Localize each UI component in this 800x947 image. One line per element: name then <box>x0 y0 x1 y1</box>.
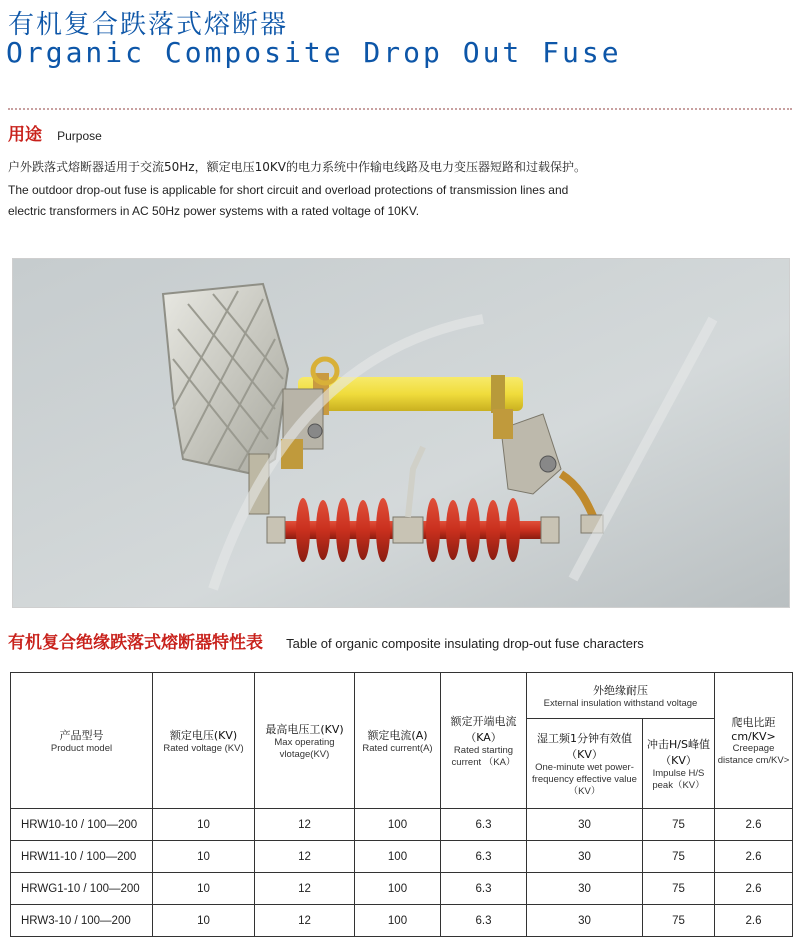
cell-rated-current: 100 <box>355 809 441 841</box>
purpose-heading <box>8 120 102 145</box>
header-rated-current: 额定电流(A) Rated current(A) <box>355 673 441 809</box>
table-heading <box>8 628 644 653</box>
header-insulation: 外绝缘耐压 External insulation withstand voltage <box>527 673 715 719</box>
cell-max-voltage: 12 <box>255 905 355 937</box>
cell-model: HRW11-10 / 100—200 <box>11 841 153 873</box>
cell-model: HRW3-10 / 100—200 <box>11 905 153 937</box>
header-rated-voltage: 额定电压(KV) Rated voltage (KV) <box>153 673 255 809</box>
cell-model: HRW10-10 / 100—200 <box>11 809 153 841</box>
cell-impulse: 75 <box>643 841 715 873</box>
cell-rated-current: 100 <box>355 841 441 873</box>
table-row <box>11 809 793 841</box>
product-photo <box>12 258 790 608</box>
cell-rated-voltage: 10 <box>153 841 255 873</box>
cell-rated-voltage: 10 <box>153 873 255 905</box>
spec-table <box>10 672 793 937</box>
cell-impulse: 75 <box>643 809 715 841</box>
cell-max-voltage: 12 <box>255 873 355 905</box>
header-max-voltage: 最高电压工(KV) Max operating vlotage(KV) <box>255 673 355 809</box>
cell-breaking-current: 6.3 <box>441 873 527 905</box>
cell-model: HRWG1-10 / 100—200 <box>11 873 153 905</box>
header-wet-power: 湿工频1分钟有效值（KV） One-minute wet power-frequency effective value（KV） <box>527 719 643 809</box>
cell-wet-power: 30 <box>527 841 643 873</box>
purpose-description-cn: 户外跌落式熔断器适用于交流50Hz，额定电压10KV的电力系统中作输电线路及电力变压器短路和过载保护。 <box>8 160 586 174</box>
header-impulse: 冲击H/S峰值（KV） Impulse H/S peak（KV） <box>643 719 715 809</box>
cell-wet-power: 30 <box>527 905 643 937</box>
header-model: 产品型号 Product model <box>11 673 153 809</box>
cell-wet-power: 30 <box>527 809 643 841</box>
header-breaking-current: 额定开端电流（KA） Rated starting current （KA） <box>441 673 527 809</box>
cell-creepage: 2.6 <box>715 905 793 937</box>
cell-breaking-current: 6.3 <box>441 809 527 841</box>
table-row <box>11 841 793 873</box>
cell-max-voltage: 12 <box>255 841 355 873</box>
purpose-description-en: The outdoor drop-out fuse is applicable for short circuit and overload protections of transmission lines and electric transformers in AC 50Hz power systems with a rated voltage of 10KV. <box>8 183 569 218</box>
cell-breaking-current: 6.3 <box>441 905 527 937</box>
cell-rated-current: 100 <box>355 905 441 937</box>
cell-creepage: 2.6 <box>715 841 793 873</box>
cell-creepage: 2.6 <box>715 809 793 841</box>
page-title-cn: 有机复合跌落式熔断器 <box>8 10 289 40</box>
cell-rated-current: 100 <box>355 873 441 905</box>
purpose-heading-en: Purpose <box>57 129 102 143</box>
table-row <box>11 905 793 937</box>
cell-breaking-current: 6.3 <box>441 841 527 873</box>
cell-max-voltage: 12 <box>255 809 355 841</box>
header-creepage: 爬电比距cm/KV> Creepage distance cm/KV> <box>715 673 793 809</box>
cell-rated-voltage: 10 <box>153 809 255 841</box>
cell-wet-power: 30 <box>527 873 643 905</box>
divider <box>8 108 792 110</box>
cell-rated-voltage: 10 <box>153 905 255 937</box>
cell-creepage: 2.6 <box>715 873 793 905</box>
cell-impulse: 75 <box>643 905 715 937</box>
table-title-cn: 有机复合绝缘跌落式熔断器特性表 <box>8 633 263 653</box>
table-row <box>11 873 793 905</box>
purpose-heading-cn: 用途 <box>8 125 42 145</box>
table-title-en: Table of organic composite insulating drop-out fuse characters <box>286 636 644 651</box>
page-title-en: Organic Composite Drop Out Fuse <box>6 36 622 69</box>
cell-impulse: 75 <box>643 873 715 905</box>
